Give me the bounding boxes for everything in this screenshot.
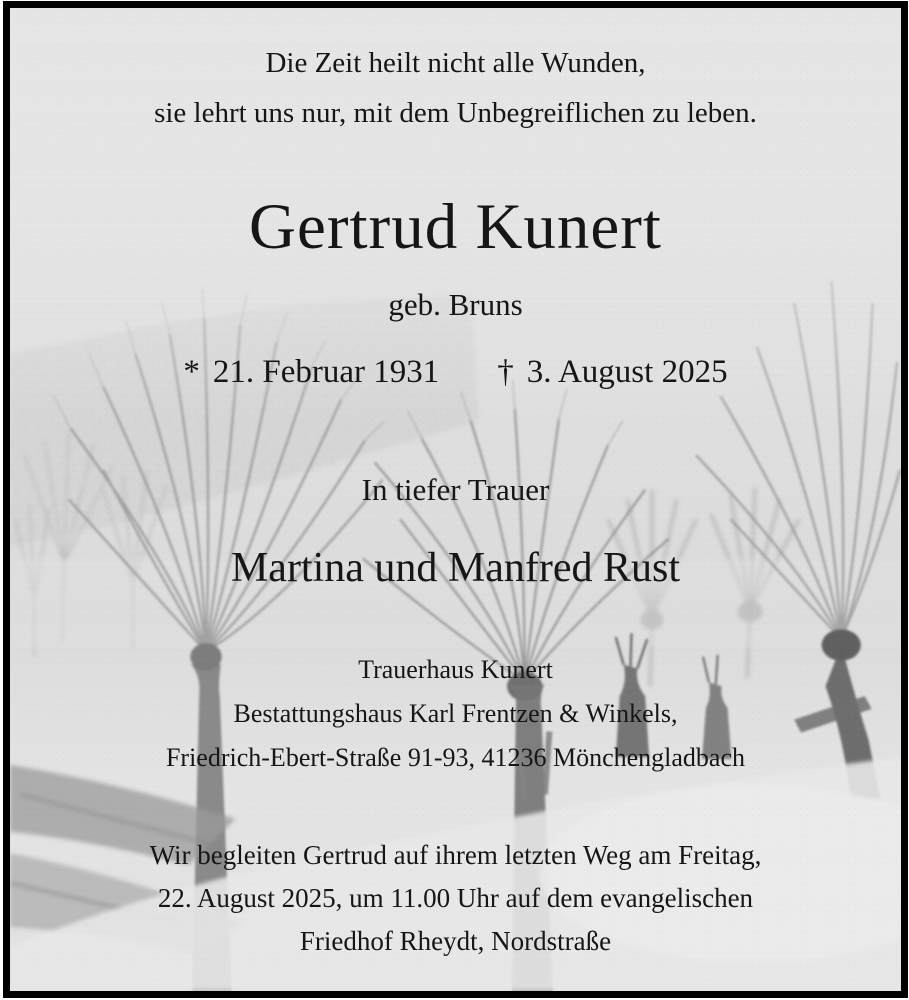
farewell-block [150,834,762,963]
birth-date: 21. Februar 1931 [212,354,440,390]
death-date-group [497,349,727,395]
birth-star-symbol: * [183,354,200,390]
mourners-names: Martina und Manfred Rust [230,545,681,591]
birth-date-group [183,349,439,395]
epigraph [154,38,757,138]
death-cross-symbol: † [497,354,514,390]
mourning-phrase: In tiefer Trauer [361,472,550,507]
maiden-name: geb. Bruns [388,287,523,322]
funeral-home-address: Friedrich-Ebert-Straße 91-93, 41236 Mönchengladbach [165,743,746,772]
funeral-home-block [166,648,745,780]
farewell-line-1: Wir begleiten Gertrud auf ihrem letzten Weg am Freitag, [149,840,762,870]
epigraph-line-1: Die Zeit heilt nicht alle Wunden, [265,47,646,79]
life-dates [183,349,727,395]
notice-frame [3,1,908,998]
funeral-home-name: Trauerhaus Kunert [358,655,553,684]
farewell-line-2: 22. August 2025, um 11.00 Uhr auf dem evangelischen [157,883,754,913]
notice-content [10,8,901,991]
funeral-home-company: Bestattungshaus Karl Frentzen & Winkels, [233,699,678,728]
death-date: 3. August 2025 [526,354,728,390]
epigraph-line-2: sie lehrt uns nur, mit dem Unbegreiflichen zu leben. [154,97,757,129]
deceased-name: Gertrud Kunert [249,191,662,263]
farewell-line-3: Friedhof Rheydt, Nordstraße [299,926,612,956]
